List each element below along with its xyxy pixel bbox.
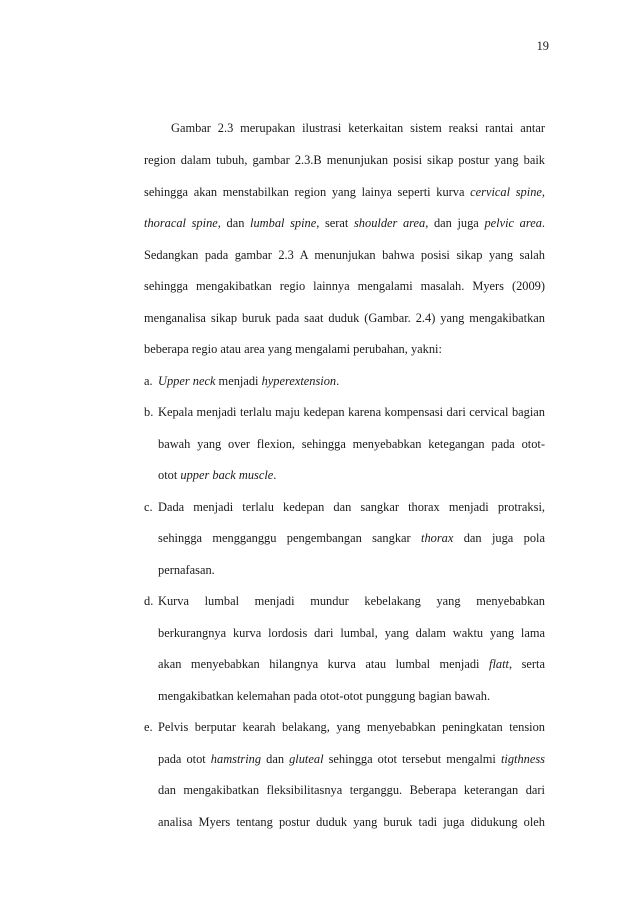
text-line — [158, 530, 545, 546]
text-line — [158, 562, 545, 578]
text-line — [158, 782, 545, 798]
text-line — [144, 247, 545, 263]
line-text: Dada menjadi terlalu kedepan dan sangkar thorax menjadi protraksi, — [158, 500, 545, 514]
line-text: otot upper back muscle. — [158, 468, 277, 482]
text-line — [158, 751, 545, 767]
line-text: akan menyebabkan hilangnya kurva atau lumbal menjadi flatt, serta — [158, 657, 545, 671]
line-text: berkurangnya kurva lordosis dari lumbal, yang dalam waktu yang lama — [158, 626, 545, 640]
line-text: Gambar 2.3 merupakan ilustrasi keterkaitan sistem reaksi rantai antar — [171, 121, 545, 135]
text-line — [144, 404, 545, 420]
line-text: analisa Myers tentang postur duduk yang buruk tadi juga didukung oleh — [158, 815, 545, 829]
text-line — [144, 152, 545, 168]
line-text: thoracal spine, dan lumbal spine, serat shoulder area, dan juga pelvic area. — [144, 216, 546, 230]
list-marker: d. — [144, 594, 154, 608]
line-text: mengakibatkan kelemahan pada otot-otot punggung bagian bawah. — [158, 689, 491, 703]
line-text: beberapa regio atau area yang mengalami perubahan, yakni: — [144, 342, 442, 356]
line-text: Kurva lumbal menjadi mundur kebelakang yang menyebabkan — [158, 594, 545, 608]
list-marker: a. — [144, 374, 153, 388]
line-text: Pelvis berputar kearah belakang, yang menyebabkan peningkatan tension — [158, 720, 545, 734]
line-text: pada otot hamstring dan gluteal sehingga otot tersebut mengalmi tigthness — [158, 752, 545, 766]
text-line — [158, 467, 545, 483]
text-line — [144, 215, 545, 231]
list-marker: c. — [144, 500, 153, 514]
text-line — [144, 341, 545, 357]
text-line — [144, 593, 545, 609]
text-line — [144, 278, 545, 294]
list-marker: e. — [144, 720, 153, 734]
text-line — [144, 373, 545, 389]
text-line — [158, 625, 545, 641]
line-text: sehingga akan menstabilkan region yang lainya seperti kurva cervical spine, — [144, 185, 545, 199]
list-marker: b. — [144, 405, 154, 419]
page-number: 19 — [536, 39, 549, 53]
line-text: Upper neck menjadi hyperextension. — [158, 374, 340, 388]
line-text: region dalam tubuh, gambar 2.3.B menunjukan posisi sikap postur yang baik — [144, 153, 545, 167]
line-text: sehingga mengakibatkan regio lainnya mengalami masalah. Myers (2009) — [144, 279, 545, 293]
line-text: dan mengakibatkan fleksibilitasnya terganggu. Beberapa keterangan dari — [158, 783, 545, 797]
text-line — [144, 719, 545, 735]
text-line — [158, 688, 545, 704]
line-text: menganalisa sikap buruk pada saat duduk (Gambar. 2.4) yang mengakibatkan — [144, 311, 545, 325]
line-text: bawah yang over flexion, sehingga menyebabkan ketegangan pada otot- — [158, 437, 545, 451]
text-line — [144, 499, 545, 515]
line-text: Kepala menjadi terlalu maju kedepan karena kompensasi dari cervical bagian — [158, 405, 545, 419]
line-text: pernafasan. — [158, 563, 215, 577]
text-line — [158, 656, 545, 672]
line-text: sehingga mengganggu pengembangan sangkar thorax dan juga pola — [158, 531, 545, 545]
text-line — [158, 436, 545, 452]
line-text: Sedangkan pada gambar 2.3 A menunjukan bahwa posisi sikap yang salah — [144, 248, 545, 262]
text-line — [171, 120, 545, 136]
text-line — [144, 184, 545, 200]
text-line — [144, 310, 545, 326]
text-line — [158, 814, 545, 830]
